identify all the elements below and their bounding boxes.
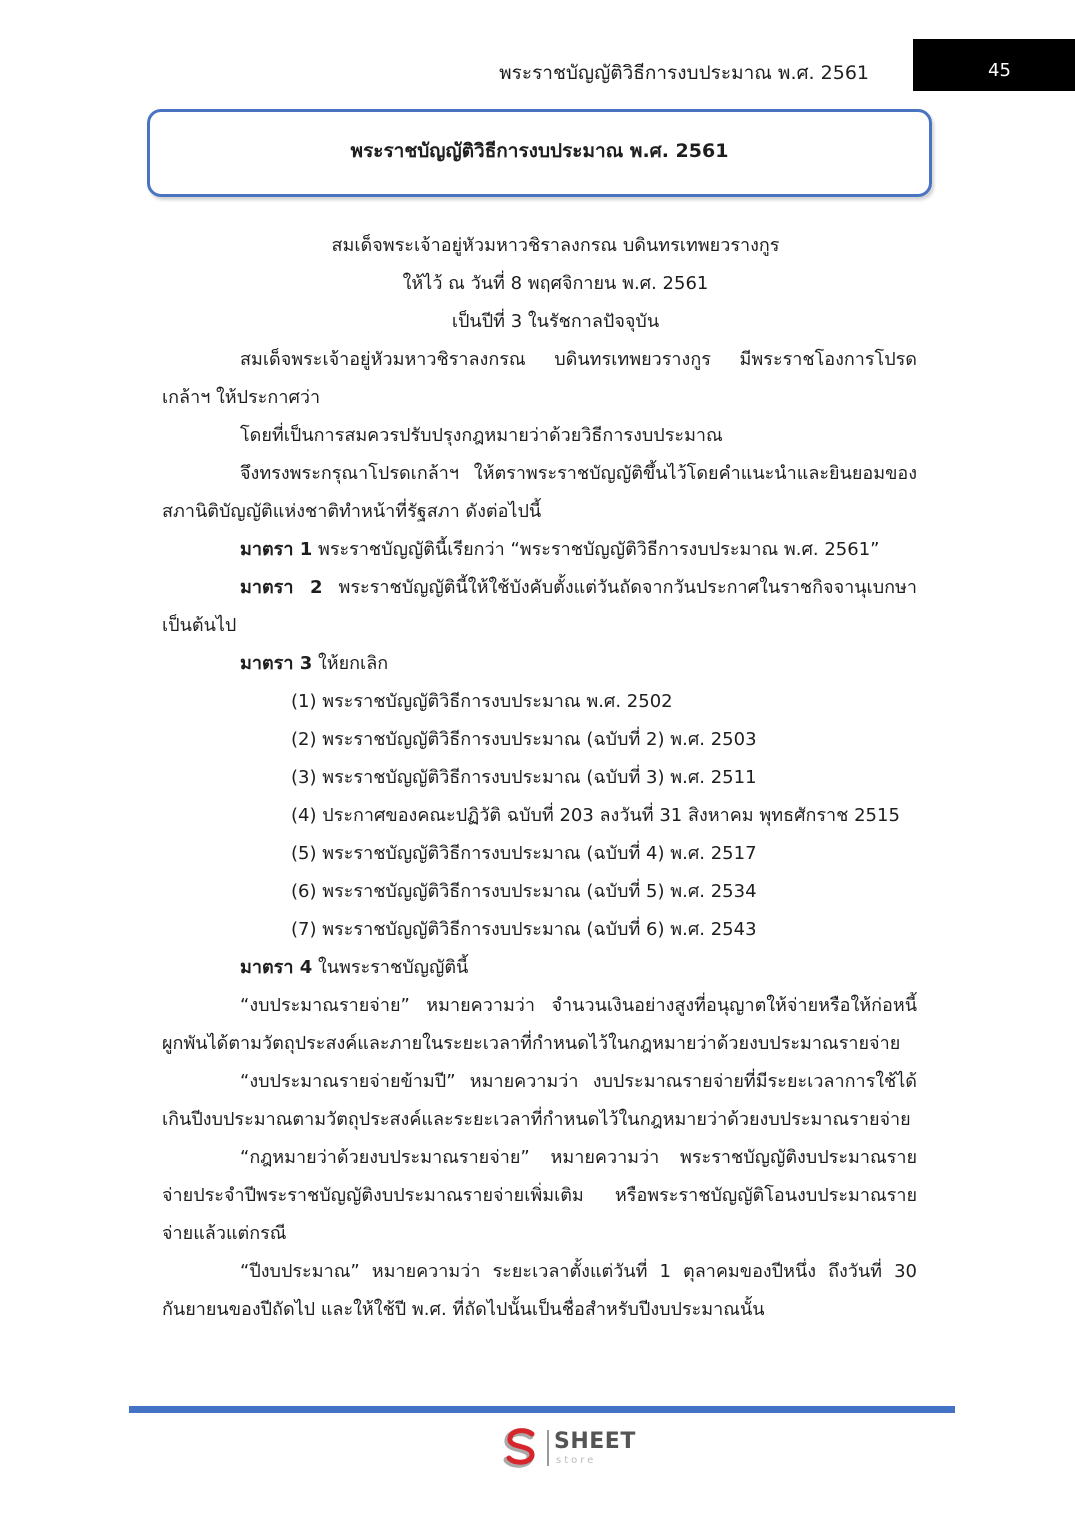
section-text: พระราชบัญญัตินี้ให้ใช้บังคับตั้งแต่วันถัดจากวันประกาศในราชกิจจานุเบกษาเป็นต้นไป xyxy=(162,577,918,636)
section-4 xyxy=(162,949,917,987)
preamble-date: ให้ไว้ ณ วันที่ 8 พฤศจิกายน พ.ศ. 2561 xyxy=(402,273,709,294)
repealed-item: (1) พระราชบัญญัติวิธีการงบประมาณ พ.ศ. 2502 xyxy=(291,691,673,712)
definition-paragraph: “กฎหมายว่าด้วยงบประมาณรายจ่าย” หมายความว่า พระราชบัญญัติงบประมาณรายจ่ายประจำปีพระราชบัญญัติงบประมาณรายจ่ายเพิ่มเติม หรือพระราชบัญญัติโอนงบประมาณรายจ่ายแล้วแต่กรณี xyxy=(162,1147,917,1244)
logo-subtext: store xyxy=(556,1455,597,1466)
repealed-item: (3) พระราชบัญญัติวิธีการงบประมาณ (ฉบับที่ 3) พ.ศ. 2511 xyxy=(291,767,757,788)
section-text: ให้ยกเลิก xyxy=(312,653,389,674)
logo-wordmark: SHEET xyxy=(554,1429,636,1454)
definition-paragraph: “ปีงบประมาณ” หมายความว่า ระยะเวลาตั้งแต่วันที่ 1 ตุลาคมของปีหนึ่ง ถึงวันที่ 30 กันยายนของปีถัดไป และให้ใช้ปี พ.ศ. ที่ถัดไปนั้นเป็นชื่อสำหรับปีงบประมาณนั้น xyxy=(162,1261,917,1320)
section-label: มาตรา 3 xyxy=(240,653,313,674)
repealed-item: (6) พระราชบัญญัติวิธีการงบประมาณ (ฉบับที่ 5) พ.ศ. 2534 xyxy=(291,881,757,902)
document-body xyxy=(162,227,917,1329)
section-1 xyxy=(162,531,917,569)
definition-paragraph: “งบประมาณรายจ่ายข้ามปี” หมายความว่า งบประมาณรายจ่ายที่มีระยะเวลาการใช้ได้เกินปีงบประมาณตามวัตถุประสงค์และระยะเวลาที่กำหนดไว้ในกฎหมายว่าด้วยงบประมาณรายจ่าย xyxy=(162,1071,917,1130)
section-text: ในพระราชบัญญัตินี้ xyxy=(312,957,469,978)
repealed-item: (2) พระราชบัญญัติวิธีการงบประมาณ (ฉบับที่ 2) พ.ศ. 2503 xyxy=(291,729,757,750)
running-header-title: พระราชบัญญัติวิธีการงบประมาณ พ.ศ. 2561 xyxy=(499,62,869,84)
sheet-store-s-icon xyxy=(499,1428,541,1470)
sheet-store-logo xyxy=(499,1425,649,1475)
title-box xyxy=(147,109,932,197)
section-3 xyxy=(162,645,917,683)
logo-divider xyxy=(547,1430,549,1466)
section-2 xyxy=(162,569,917,645)
section-text: พระราชบัญญัตินี้เรียกว่า “พระราชบัญญัติวิธีการงบประมาณ พ.ศ. 2561” xyxy=(312,539,880,560)
repealed-item: (7) พระราชบัญญัติวิธีการงบประมาณ (ฉบับที่ 6) พ.ศ. 2543 xyxy=(291,919,757,940)
repealed-item: (4) ประกาศของคณะปฏิวัติ ฉบับที่ 203 ลงวันที่ 31 สิงหาคม พุทธศักราช 2515 xyxy=(291,805,900,826)
page-number: 45 xyxy=(988,60,1011,81)
repealed-item: (5) พระราชบัญญัติวิธีการงบประมาณ (ฉบับที่ 4) พ.ศ. 2517 xyxy=(291,843,757,864)
preamble-paragraph: โดยที่เป็นการสมควรปรับปรุงกฎหมายว่าด้วยวิธีการงบประมาณ xyxy=(240,425,723,446)
section-label: มาตรา 2 xyxy=(240,577,323,598)
section-label: มาตรา 4 xyxy=(240,957,313,978)
footer-rule xyxy=(129,1406,955,1413)
section-label: มาตรา 1 xyxy=(240,539,313,560)
definition-paragraph: “งบประมาณรายจ่าย” หมายความว่า จำนวนเงินอย่างสูงที่อนุญาตให้จ่ายหรือให้ก่อหนี้ผูกพันได้ตามวัตถุประสงค์และภายในระยะเวลาที่กำหนดไว้ในกฎหมายว่าด้วยงบประมาณรายจ่าย xyxy=(162,995,917,1054)
preamble-paragraph: จึงทรงพระกรุณาโปรดเกล้าฯ ให้ตราพระราชบัญญัติขึ้นไว้โดยคำแนะนำและยินยอมของสภานิติบัญญัติแห่งชาติทำหน้าที่รัฐสภา ดังต่อไปนี้ xyxy=(162,463,917,522)
preamble-paragraph: สมเด็จพระเจ้าอยู่หัวมหาวชิราลงกรณ บดินทรเทพยวรางกูร มีพระราชโองการโปรดเกล้าฯ ให้ประกาศว่า xyxy=(162,349,917,408)
document-title: พระราชบัญญัติวิธีการงบประมาณ พ.ศ. 2561 xyxy=(350,140,729,162)
preamble-reign-year: เป็นปีที่ 3 ในรัชกาลปัจจุบัน xyxy=(451,311,660,332)
preamble-king-name: สมเด็จพระเจ้าอยู่หัวมหาวชิราลงกรณ บดินทรเทพยวรางกูร xyxy=(331,235,780,256)
